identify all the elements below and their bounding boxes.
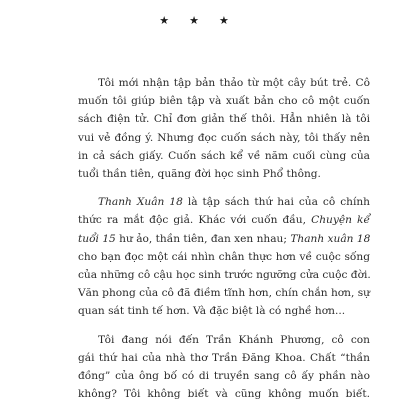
book-title: Thanh xuân 18 xyxy=(290,232,371,245)
body-text xyxy=(78,74,370,400)
book-title: tuổi 15 xyxy=(78,232,116,245)
text-line: không? Tôi không biết và cũng không muốn biết. xyxy=(78,388,370,400)
paragraph-1 xyxy=(78,74,370,183)
text-line xyxy=(78,211,370,229)
text-line: Văn phong của cô đã điềm tĩnh hơn, chín chắn hơn, sự xyxy=(78,287,370,300)
book-title: Thanh Xuân 18 xyxy=(98,196,183,209)
text-line: tuổi thần tiên, quãng đời học sinh Phổ thông. xyxy=(78,168,321,181)
text-line: gái thứ hai của nhà thơ Trần Đăng Khoa. Chất “thần xyxy=(78,351,370,364)
text-fragment: là tập sách thứ hai của cô chính xyxy=(182,196,371,209)
text-fragment: thức ra mắt độc giả. Khác với cuốn đầu, xyxy=(78,214,312,227)
text-line: quan sát tinh tế hơn. Và đặc biệt là có nghề hơn... xyxy=(78,305,346,318)
book-title: Chuyện kể xyxy=(311,214,370,227)
paragraph-3 xyxy=(78,331,370,400)
text-line: in cả sách giấy. Cuốn sách kể về năm cuối cùng của xyxy=(78,149,370,162)
text-line: sách điện tử. Chỉ đơn giản thế thôi. Hẳn nhiên là tôi xyxy=(78,113,370,126)
text-line: của những cô cậu học sinh trước ngưỡng cửa cuộc đời. xyxy=(78,269,371,282)
text-line xyxy=(78,193,370,211)
star-icon: ★ xyxy=(218,14,241,27)
star-icon: ★ xyxy=(159,14,182,27)
text-line xyxy=(78,230,370,248)
text-line: cho bạn đọc một cái nhìn chân thực hơn về cuộc sống xyxy=(78,250,370,263)
text-line: Tôi mới nhận tập bản thảo từ một cây bút trẻ. Cô xyxy=(98,77,370,89)
text-fragment: hư ảo, thần tiên, đan xen nhau; xyxy=(115,232,291,245)
star-icon: ★ xyxy=(189,14,211,27)
text-line: đồng” của ông bố có di truyền sang cô ấy phần nào xyxy=(78,370,370,383)
paragraph-2 xyxy=(78,193,370,320)
text-line: Tôi đang nói đến Trần Khánh Phương, cô con xyxy=(98,333,370,346)
text-line: vui vẻ đồng ý. Nhưng đọc cuốn sách này, tôi thấy nên xyxy=(78,131,370,144)
section-divider xyxy=(0,14,400,27)
text-line: muốn tôi giúp biên tập và xuất bản cho cô một cuốn xyxy=(78,95,370,108)
